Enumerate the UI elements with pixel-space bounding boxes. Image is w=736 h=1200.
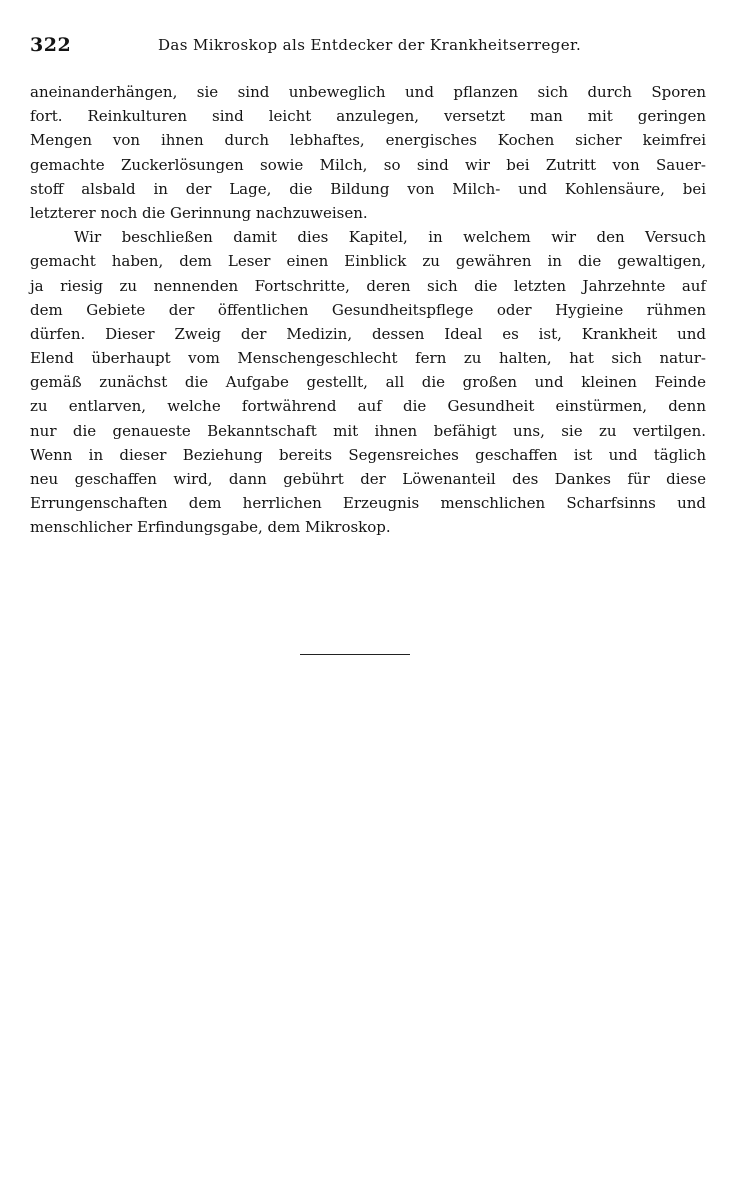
paragraph-1 <box>30 80 706 225</box>
text-line: Errungenschaften dem herrlichen Erzeugnis menschlichen Scharfsinns und <box>30 494 706 513</box>
page-number: 322 <box>30 34 72 56</box>
text-line: menschlicher Erfindungsgabe, dem Mikroskop. <box>30 518 391 537</box>
text-line: Mengen von ihnen durch lebhaftes, energisches Kochen sicher keimfrei <box>30 131 706 150</box>
text-line: nur die genaueste Bekanntschaft mit ihnen befähigt uns, sie zu vertilgen. <box>30 421 706 440</box>
text-line: gemäß zunächst die Aufgabe gestellt, all die großen und kleinen Feinde <box>30 373 706 392</box>
text-line: gemacht haben, dem Leser einen Einblick zu gewähren in die gewaltigen, <box>30 252 706 271</box>
running-title: Das Mikroskop als Entdecker der Krankheitserreger. <box>158 36 582 54</box>
text-line: letzterer noch die Gerinnung nachzuweisen. <box>30 203 368 222</box>
text-line: aneinanderhängen, sie sind unbeweglich und pflanzen sich durch Sporen <box>30 83 706 101</box>
running-head <box>30 34 706 60</box>
text-line: stoff alsbald in der Lage, die Bildung von Milch- und Kohlensäure, bei <box>30 179 706 198</box>
text-line: dem Gebiete der öffentlichen Gesundheitspflege oder Hygieine rühmen <box>30 300 706 319</box>
text-line: gemachte Zuckerlösungen sowie Milch, so sind wir bei Zutritt von Sauer- <box>30 155 706 174</box>
text-line: Wenn in dieser Beziehung bereits Segensreiches geschaffen ist und täglich <box>30 445 706 464</box>
text-line: ja riesig zu nennenden Fortschritte, deren sich die letzten Jahrzehnte auf <box>30 276 706 295</box>
text-line: Wir beschließen damit dies Kapitel, in welchem wir den Versuch <box>74 228 706 247</box>
text-line: dürfen. Dieser Zweig der Medizin, dessen Ideal es ist, Krankheit und <box>30 324 706 343</box>
text-line: fort. Reinkulturen sind leicht anzulegen, versetzt man mit geringen <box>30 107 706 126</box>
body-text <box>30 80 706 540</box>
section-end-rule <box>300 654 410 655</box>
text-line: Elend überhaupt vom Menschengeschlecht fern zu halten, hat sich natur- <box>30 349 706 368</box>
text-line: zu entlarven, welche fortwährend auf die Gesundheit einstürmen, denn <box>30 397 706 416</box>
paragraph-2 <box>30 225 706 539</box>
text-line: neu geschaffen wird, dann gebührt der Löwenanteil des Dankes für diese <box>30 470 706 488</box>
